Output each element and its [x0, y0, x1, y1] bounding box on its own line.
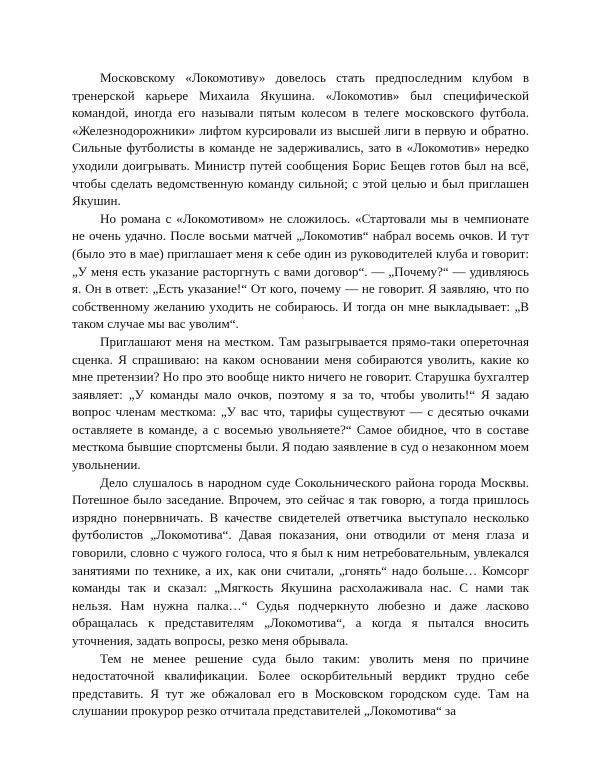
document-body — [72, 69, 529, 720]
paragraph-2: Но романа с «Локомотивом» не сложилось. «Стартовали мы в чемпионате не очень удачно. После восьми матчей „Локомотив“ набрал восемь очков. И тут (было это в мае) приглашает меня к себе один из руководителей клуба и говорит: „У меня есть указание расторгнуть с вами договор“. — „Почему?“ — удивляюсь я. Он в ответ: „Есть указание!“ От кого, почему — не говорит. Я заявляю, что по собственному желанию уходить не собираюсь. И тогда он мне выкладывает: „В таком случае мы вас уволим“. — [72, 210, 529, 332]
paragraph-3: Приглашают меня на местком. Там разыгрывается прямо-таки опереточная сценка. Я спрашиваю: на каком основании меня собираются уволить, какие ко мне претензии? Но про это вообще никто ничего не говорит. Старушка бухгалтер заявляет: „У команды мало очков, поэтому я за то, чтобы уволить!“ Я задаю вопрос членам месткома: „У вас что, тарифы существуют — с десятью очками оставляете в команде, а с восемью увольняете?“ Самое обидное, что в составе месткома бывшие спортсмены были. Я подаю заявление в суд о незаконном моем увольнении. — [72, 333, 529, 473]
paragraph-1: Московскому «Локомотиву» довелось стать предпоследним клубом в тренерской карьере Михаила Якушина. «Локомотив» был специфической командой, иногда его называли пятым колесом в телеге московского футбола. «Железнодорожники» лифтом курсировали из высшей лиги в первую и обратно. Сильные футболисты в команде не задерживались, зато в «Локомотив» нередко уходили доигрывать. Министр путей сообщения Борис Бещев готов был на всё, чтобы сделать ведомственную команду сильной; с этой целью и был приглашен Якушин. — [72, 70, 529, 209]
paragraph-5: Тем не менее решение суда было таким: уволить меня по причине недостаточной квалификации. Более оскорбительный вердикт трудно себе представить. Я тут же обжаловал его в Московском городском суде. Там на слушании прокурор резко отчитала представителей „Локомотива“ за — [72, 650, 529, 719]
paragraph-4: Дело слушалось в народном суде Сокольнического района города Москвы. Потешное было заседание. Впрочем, это сейчас я так говорю, а тогда пришлось изрядно понервничать. В качестве свидетелей ответчика выступало несколько футболистов „Локомотива“. Давая показания, они отводили от меня глаза и говорили, словно с чужого голоса, что я был к ним нетребовательным, увлекался занятиями по технике, а их, как они считали, „гонять“ надо больше… Комсорг команды так и сказал: „Мягкость Якушина расхолаживала нас. С нами так нельзя. Нам нужна палка…“ Судья подчеркнуто любезно и даже ласково обращалась к представителям „Локомотива“, а когда я пытался вносить уточнения, задать вопросы, резко меня обрывала. — [72, 474, 529, 648]
